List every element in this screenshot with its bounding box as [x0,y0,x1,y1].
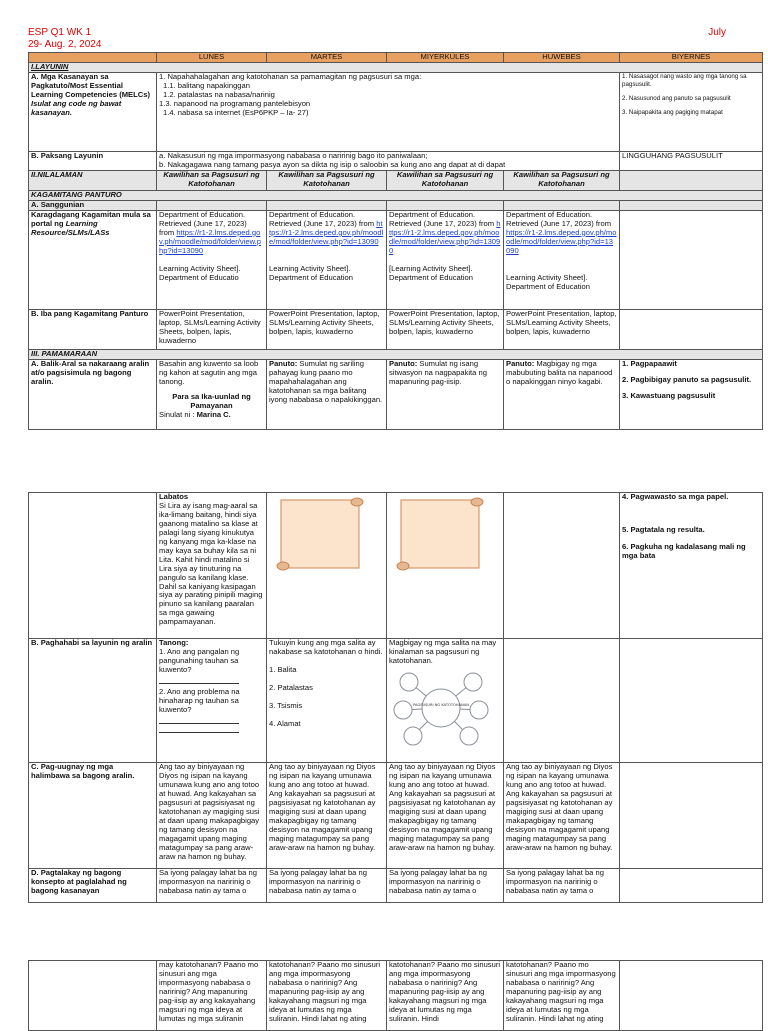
cont-mon: may katotohanan? Paano mo sinusuri ang mga impormasyong nababasa o naririnig? Ang mapanuring pag-iisip ay ang kakayahang magsuri ng mga ideya at lumutas ng mga suliranin [157,961,267,1031]
tue-item: 4. Alamat [269,718,301,728]
lesson-plan-table-p3 [28,960,763,1031]
day-header-row [29,53,763,63]
pagtalakay-label: D. Pagtalakay ng bagong konsepto at paglalahad ng bagong kasanayan [29,869,157,903]
ref-text: Department of Education. Retrieved (June 17, 2023) from [389,210,497,228]
melcs-item: 1.2. patalastas na nabasa/narinig [163,89,275,99]
panuto-label: Panuto: [506,359,535,368]
iba-pang-wed: PowerPoint Presentation, laptop, SLMs/Learning Activity Sheets, bolpen, lapis, kuwaderno [387,310,504,350]
question: 1. Ano ang pangalan ng pangunahing tauhan sa kuwento? [159,646,240,674]
tue-item: 2. Patalastas [269,682,313,692]
cont-thu: katotohanan? Paano mo sinusuri ang mga impormasyong nababasa o naririnig? Ang mapanuring pag-iisip ay ang kakayahang magsuri ng mga ideya at lumutas ng mga suliranin. Hindi lahat ng ating [504,961,620,1031]
karagdagang-label-a: Karagdagang Kagamitan mula sa portal ng [31,210,151,228]
pagtalakay-mon: Sa iyong palagay lahat ba ng impormasyon na naririnig o nababasa natin ay tama o [157,869,267,903]
karagdagang-label [29,211,157,310]
paguugnay-mon: Ang tao ay biniyayaan ng Diyos ng isipan na kayang umunawa kung ano ang totoo at huwad. Ang kakayahan sa pagsusuri at pagsisiyasat ng katotohanan ay magiging susi at daan upang makapagbigay ng tamang desisyon na magagamit upang maging matagumpay sa pang araw-araw na hamon ng buhay. [157,763,267,869]
melcs-label-a: A. Mga Kasanayan sa Pagkatuto/Most Essential Learning Competencies (MELCs) [31,72,150,99]
paksang-label: B. Paksang Layunin [29,152,157,171]
plan-dates: 29- Aug. 2, 2024 [28,39,102,50]
scroll-cell-wed [387,493,504,639]
nilalaman-row [29,171,763,191]
tanong-label: Tanong: [159,638,189,647]
melcs-row [29,73,763,152]
day-fri: BIYERNES [620,53,763,63]
panuto-label: Panuto: [269,359,298,368]
fri-step: 3. Kawastuang pagsusulit [622,390,716,400]
ref-fri [620,211,763,310]
ref-mon [157,211,267,310]
author-label: Sinulat ni : [159,409,197,419]
cont-tue: katotohanan? Paano mo sinusuri ang mga impormasyong nababasa o naririnig? Ang mapanuring pag-iisip ay ang kakayahang magsuri ng mga ideya at lumutas ng mga suliranin. Hindi lahat ng ating [267,961,387,1031]
scroll-image [273,496,365,572]
paghahabi-label: B. Paghahabi sa layunin ng aralin [29,639,157,763]
pagtalakay-wed: Sa iyong palagay lahat ba ng impormasyon na naririnig o nababasa natin ay tama o [387,869,504,903]
plan-month: July [708,27,726,38]
nilalaman-label: II.NILALAMAN [29,171,157,191]
tue-item: 1. Balita [269,664,297,674]
ref-thu [504,211,620,310]
page-2 [28,492,762,903]
pagtalakay-row [29,869,763,903]
ref-text: Department of Education. Retrieved (June 17, 2023) from [506,210,612,228]
section-layunin: I.LAYUNIN [29,63,763,73]
story-title: Labatos [159,492,189,501]
paksang-row [29,152,763,171]
nilalaman-wed: Kawilihan sa Pagsusuri ng Katotohanan [387,171,504,191]
concept-map [389,668,493,748]
section-pamamaraan: III. PAMAMARAAN [29,350,763,360]
ref-note: Learning Activity Sheet]. Department of Educatio [159,263,241,282]
balik-aral-mon [157,360,267,430]
nilalaman-mon: Kawilihan sa Pagsusuri ng Katotohanan [157,171,267,191]
tue-item: 3. Tsismis [269,700,303,710]
paguugnay-row [29,763,763,869]
paghahabi-wed [387,639,504,763]
melcs-intro: 1. Napahahalagahan ang katotohanan sa pamamagitan ng pagsusuri sa mga: [159,72,422,81]
paghahabi-tue [267,639,387,763]
paguugnay-thu: Ang tao ay biniyayaan ng Diyos ng isipan na kayang umunawa kung ano ang totoo at huwad. Ang kakayahan sa pagsusuri at pagsisiyasat ng katotohanan ay magiging susi at daan upang makapagbigay ng tamang desisyon na magagamit upang maging matagumpay sa pang araw-araw na hamon ng buhay. [504,763,620,869]
iba-pang-label: B. Iba pang Kagamitang Panturo [29,310,157,350]
panuto-label: Panuto: [389,359,418,368]
nilalaman-fri [620,171,763,191]
iba-pang-thu: PowerPoint Presentation, laptop, SLMs/Learning Activity Sheets, bolpen, lapis, kuwaderno [504,310,620,350]
corner-cell [29,53,157,63]
ref-link[interactable]: https://r1-2.lms.deped.gov.ph/moodle/mod/folder/view.php?id=13090 [506,227,617,255]
ref-wed [387,211,504,310]
balik-aral-mon-text: Basahin ang kuwento sa loob ng kahon at sagutin ang mga tanong. [159,359,259,386]
fri-step: 5. Pagtatala ng resulta. [622,524,705,534]
cont-wed: katotohanan? Paano mo sinusuri ang mga impormasyong nababasa o naririnig? Ang mapanuring pag-iisip ay ang kakayahang magsuri ng mga ideya at lumutas ng mga suliranin. Hindi [387,961,504,1031]
paksang-content [157,152,620,171]
wed-intro: Magbigay ng mga salita na may kinalaman sa pagsusuri ng katotohanan. [389,638,497,665]
karagdagang-label-b: Learning Resource/SLMs/LASs [31,218,110,237]
story-heading: Para sa Ika-uunlad ng Pamayanan [172,391,251,410]
tue-intro: Tukuyin kung ang mga salita ay nakabase sa katotohanan o hindi. [269,638,383,656]
ref-link[interactable]: https://r1-2.lms.deped.gov.ph/moodle/mod/folder/view.php?id=13090 [159,227,262,255]
lesson-plan-table-p1 [28,52,763,430]
fri-objective: 1. Nasasagot nang wasto ang mga tanong sa pagsusulit. [622,73,747,89]
continuation-row [29,961,763,1031]
scroll-cell-tue [267,493,387,639]
melcs-item: 1.4. nabasa sa internet (EsP6PKP – Ia- 27) [163,107,309,117]
fri-objective: 2. Nasusunod ang panuto sa pagsusulit [622,95,731,103]
story-fri [620,493,763,639]
day-wed: MIYERKULES [387,53,504,63]
paguugnay-wed: Ang tao ay biniyayaan ng Diyos ng isipan na kayang umunawa kung ano ang totoo at huwad. Ang kakayahan sa pagsusuri at pagsisiyasat ng katotohanan ay magiging susi at daan upang makapagbigay ng tamang desisyon na magagamit upang maging matagumpay sa pang araw-araw na hamon ng buhay. [387,763,504,869]
balik-aral-thu [504,360,620,430]
melcs-item: 1.1. balitang napakinggan [163,80,250,90]
melcs-friday [620,73,763,152]
answer-line [159,676,239,684]
iba-pang-fri [620,310,763,350]
day-tue: MARTES [267,53,387,63]
paguugnay-tue: Ang tao ay biniyayaan ng Diyos ng isipan na kayang umunawa kung ano ang totoo at huwad. Ang kakayahan sa pagsusuri at pagsisiyasat ng katotohanan ay magiging susi at daan upang makapagbigay ng tamang desisyon na magagamit upang maging matagumpay sa pang araw-araw na hamon ng buhay. [267,763,387,869]
concept-map-center: PAGSUSURI NG KATOTOHANAN [413,702,469,707]
karagdagang-row [29,211,763,310]
fri-step: 1. Pagpapaawit [622,359,677,368]
question: 2. Ano ang problema na hinaharap ng tauhan sa kuwento? [159,686,240,714]
melcs-content [157,73,620,152]
sanggunian-label: A. Sanggunian [29,201,157,211]
story-cell [157,493,267,639]
iba-pang-tue: PowerPoint Presentation, laptop, SLMs/Learning Activity Sheets, bolpen, lapis, kuwaderno [267,310,387,350]
fri-step: 4. Pagwawasto sa mga papel. [622,492,729,501]
day-thu: HUWEBES [504,53,620,63]
story-row [29,493,763,639]
iba-pang-mon: PowerPoint Presentation, laptop, SLMs/Learning Activity Sheets, bolpen, lapis, kuwaderno [157,310,267,350]
ref-note: [Learning Activity Sheet]. Department of Education [389,263,474,282]
plan-title: ESP Q1 WK 1 [28,27,92,38]
ref-text: Department of Education. Retrieved (June 17, 2023) from [159,210,247,237]
answer-line [159,716,239,724]
balik-aral-row [29,360,763,430]
ref-note: Learning Activity Sheet]. Department of Education [269,263,354,282]
scroll-image [393,496,485,572]
paghahabi-row [29,639,763,763]
balik-aral-label: A. Balik-Aral sa nakaraang aralin at/o pagsisimula ng bagong aralin. [29,360,157,430]
paksang-friday: LINGGUHANG PAGSUSULIT [620,152,763,171]
nilalaman-thu: Kawilihan sa Pagsusuri ng Katotohanan [504,171,620,191]
lesson-plan-table-p2 [28,492,763,903]
paghahabi-mon [157,639,267,763]
ref-link[interactable]: https://r1-2.lms.deped.gov.ph/moodle/mod/folder/view.php?id=13090 [389,218,501,255]
melcs-item: 1.3. napanood na programang pantelebisyon [159,98,311,108]
pagtalakay-thu: Sa iyong palagay lahat ba ng impormasyon na naririnig o nababasa natin ay tama o [504,869,620,903]
ref-text: Department of Education. Retrieved (June 17, 2023) from [269,210,377,228]
ref-note: Learning Activity Sheet]. Department of Education [506,272,591,291]
panuto-text: Sumulat ng sariling pahayag kung paano mo mapahahalagahan ang katotohanan sa mga balitang iyong nababasa o napakikinggan. [269,359,383,404]
iba-pang-row [29,310,763,350]
pagtalakay-tue: Sa iyong palagay lahat ba ng impormasyon na naririnig o nababasa natin ay tama o [267,869,387,903]
panuto-text: Sumulat ng isang sitwasyon na nagpapakita ng mapanuring pag-iisip. [389,359,487,386]
fri-step: 2. Pagbibigay panuto sa pagsusulit. [622,374,752,384]
balik-aral-fri [620,360,763,430]
answer-line [159,725,239,733]
author-name: Marina C. [196,409,231,419]
page-3 [28,960,762,1031]
fri-objective: 3. Naipapakita ang pagiging matapat [622,109,723,117]
melcs-label-b: Isulat ang code ng bawat kasanayan. [31,98,122,117]
page-1 [28,52,762,430]
section-kagamitan: KAGAMITANG PANTURO [29,191,763,201]
ref-tue [267,211,387,310]
paguugnay-label: C. Pag-uugnay ng mga halimbawa sa bagong aralin. [29,763,157,869]
paksang-a: a. Nakasusuri ng mga impormasyong nababasa o naririnig bago ito paniwalaan; [159,151,428,160]
balik-aral-tue [267,360,387,430]
melcs-label [29,73,157,152]
paksang-b: b. Nakagagawa nang tamang pasya ayon sa dikta ng isip o saloobin sa kung ano ang dapat at di dapat [159,159,506,169]
balik-aral-wed [387,360,504,430]
ref-link[interactable]: https://r1-2.lms.deped.gov.ph/moodle/mod/folder/view.php?id=13090 [269,218,384,246]
fri-step: 6. Pagkuha ng kadalasang mali ng mga bata [622,541,746,560]
story-text: Si Lira ay isang mag-aaral sa ika-limang baitang, hindi siya gaanong matalino sa klase at palagi lang siyang kinukutya ng kanyang mga ka-klase na may kaya sa buhay kila sa ni Lita. Kahit hindi matalino si Lira siya ay tinuturing na pangulo sa kanilang klase. Dahil sa kaniyang kasipagan siya ay parating pinipili maging pinuno sa kanilang paaralan sa mga gawaing pampamayanan. [159,500,263,627]
panuto-text: Magbigay ng mga mabubuting balita na napanood o napakinggan ninyo kagabi. [506,359,613,386]
nilalaman-tue: Kawilihan sa Pagsusuri ng Katotohanan [267,171,387,191]
day-mon: LUNES [157,53,267,63]
